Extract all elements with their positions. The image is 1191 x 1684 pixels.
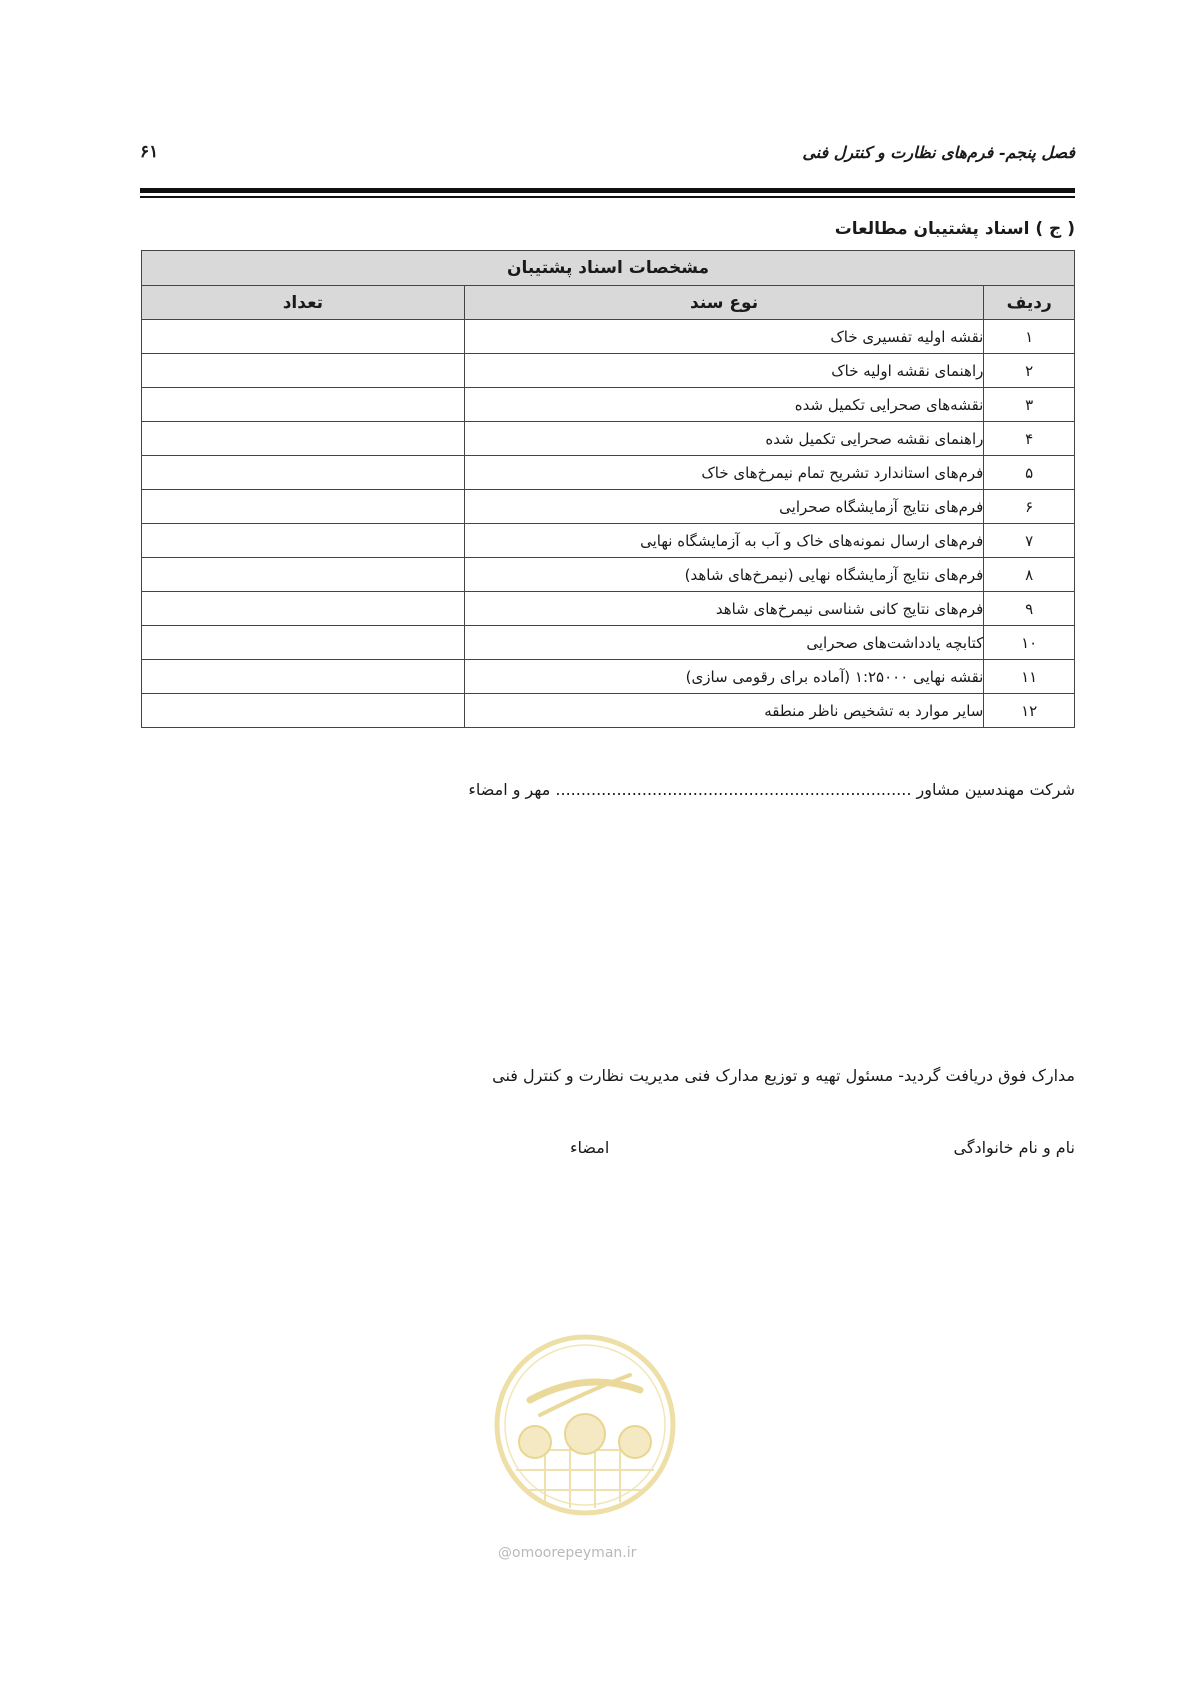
table-row: [142, 456, 1075, 490]
table-row: [142, 354, 1075, 388]
receipt-statement: مدارک فوق دریافت گردید- مسئول تهیه و توزیع مدارک فنی مدیریت نظارت و کنترل فنی: [492, 1066, 1075, 1085]
document-type: نقشه نهایی ۱:۲۵۰۰۰ (آماده برای رقومی سازی): [464, 660, 984, 694]
table-row: [142, 592, 1075, 626]
table-row: [142, 388, 1075, 422]
document-count: [142, 626, 465, 660]
row-number: ۷: [984, 524, 1075, 558]
table-row: [142, 660, 1075, 694]
table-caption-row: [142, 251, 1075, 286]
document-count: [142, 660, 465, 694]
consultant-signature-line: شرکت مهندسین مشاور ...................................................................... مهر و امضاء: [468, 780, 1075, 799]
document-type: فرم‌های ارسال نمونه‌های خاک و آب به آزمایشگاه نهایی: [464, 524, 984, 558]
table-caption: مشخصات اسناد پشتیبان: [142, 251, 1075, 286]
table-row: [142, 320, 1075, 354]
document-count: [142, 524, 465, 558]
document-type: راهنمای نقشه صحرایی تکمیل شده: [464, 422, 984, 456]
name-label: نام و نام خانوادگی: [953, 1138, 1075, 1157]
table-row: [142, 524, 1075, 558]
row-number: ۱: [984, 320, 1075, 354]
row-number: ۳: [984, 388, 1075, 422]
table-header-row: [142, 286, 1075, 320]
document-type: راهنمای نقشه اولیه خاک: [464, 354, 984, 388]
signature-label: امضاء: [570, 1138, 610, 1157]
row-number: ۱۱: [984, 660, 1075, 694]
row-number: ۹: [984, 592, 1075, 626]
row-number: ۴: [984, 422, 1075, 456]
document-type: نقشه اولیه تفسیری خاک: [464, 320, 984, 354]
document-count: [142, 694, 465, 728]
document-type: سایر موارد به تشخیص ناظر منطقه: [464, 694, 984, 728]
document-count: [142, 558, 465, 592]
row-number: ۶: [984, 490, 1075, 524]
document-count: [142, 388, 465, 422]
document-type: فرم‌های نتایج کانی شناسی نیمرخ‌های شاهد: [464, 592, 984, 626]
table-row: [142, 694, 1075, 728]
document-count: [142, 422, 465, 456]
table-row: [142, 422, 1075, 456]
document-type: فرم‌های نتایج آزمایشگاه صحرایی: [464, 490, 984, 524]
document-type: کتابچه یادداشت‌های صحرایی: [464, 626, 984, 660]
header-rule-thick: [140, 188, 1075, 193]
row-number: ۱۰: [984, 626, 1075, 660]
document-count: [142, 592, 465, 626]
document-count: [142, 354, 465, 388]
support-documents-table: [141, 250, 1075, 728]
column-header-type: نوع سند: [464, 286, 984, 320]
document-type: فرم‌های نتایج آزمایشگاه نهایی (نیمرخ‌های شاهد): [464, 558, 984, 592]
row-number: ۱۲: [984, 694, 1075, 728]
page-number: ۶۱: [140, 142, 159, 162]
document-type: نقشه‌های صحرایی تکمیل شده: [464, 388, 984, 422]
row-number: ۵: [984, 456, 1075, 490]
column-header-row: ردیف: [984, 286, 1075, 320]
document-count: [142, 490, 465, 524]
document-count: [142, 320, 465, 354]
section-heading: ( ج ) اسناد پشتیبان مطالعات: [834, 219, 1075, 239]
document-type: فرم‌های استاندارد تشریح تمام نیمرخ‌های خاک: [464, 456, 984, 490]
chapter-title: فصل پنجم- فرم‌های نظارت و کنترل فنی: [802, 143, 1075, 162]
table-row: [142, 626, 1075, 660]
column-header-count: تعداد: [142, 286, 465, 320]
watermark-site: @omoorepeyman.ir: [498, 1545, 637, 1561]
header-rule-thin: [140, 196, 1075, 198]
row-number: ۸: [984, 558, 1075, 592]
table-row: [142, 558, 1075, 592]
row-number: ۲: [984, 354, 1075, 388]
seal-watermark: [490, 1330, 680, 1520]
table-row: [142, 490, 1075, 524]
document-count: [142, 456, 465, 490]
